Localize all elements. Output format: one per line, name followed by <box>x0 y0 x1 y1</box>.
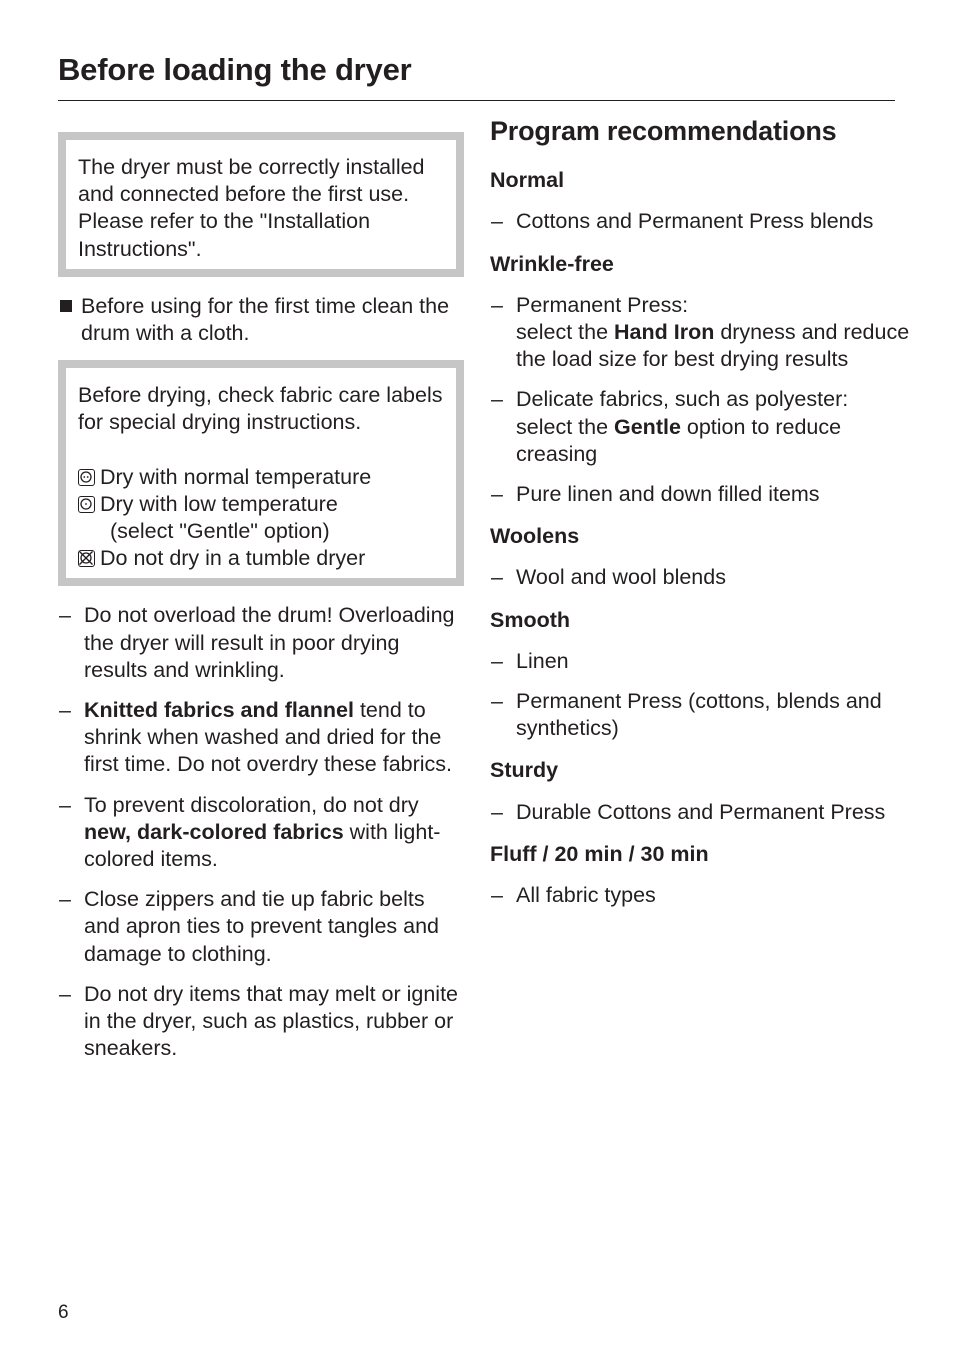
list-item <box>490 208 910 235</box>
dash-bullet: – <box>59 981 71 1006</box>
list-item-text: Wool and wool blends <box>516 565 726 590</box>
dry-low-temperature-icon <box>78 496 95 513</box>
program-recommendations-column <box>490 118 910 924</box>
list-item <box>490 386 910 468</box>
knitted-fabrics-text: tend to shrink when washed and dried for the first time. Do not overdry these fabrics. <box>84 698 453 777</box>
dash-bullet: – <box>491 799 503 824</box>
title-divider <box>58 100 895 101</box>
gentle-bold: Gentle <box>614 414 681 439</box>
do-not-tumble-dry-icon <box>78 550 95 567</box>
list-item-text: Permanent Press (cottons, blends and synthetics) <box>516 689 882 741</box>
list-item <box>490 688 910 742</box>
list-item <box>58 981 464 1063</box>
list-item <box>490 564 910 591</box>
list-item <box>490 799 910 826</box>
no-tumble-line <box>78 545 446 572</box>
dash-bullet: – <box>59 792 71 817</box>
list-item <box>490 481 910 508</box>
program-wrinkle-free <box>490 251 910 509</box>
page-number: 6 <box>58 1302 69 1323</box>
melt-text: Do not dry items that may melt or ignite in the dryer, such as plastics, rubber or sneakers. <box>84 981 459 1061</box>
gentle-option-note: (select "Gentle" option) <box>110 519 330 544</box>
discoloration-text-pre: To prevent discoloration, do not dry <box>84 792 419 817</box>
list-item-text: Linen <box>516 648 569 673</box>
program-fluff <box>490 841 910 909</box>
program-recommendations-heading: Program recommendations <box>490 116 837 146</box>
program-normal <box>490 167 910 235</box>
hand-iron-bold: Hand Iron <box>614 320 715 345</box>
list-item-text: Pure linen and down filled items <box>516 482 820 507</box>
program-heading-wrinkle-free: Wrinkle-free <box>490 251 614 276</box>
dash-bullet: – <box>59 603 71 628</box>
list-item <box>490 292 910 374</box>
list-item-text: select the <box>516 414 614 439</box>
overload-text: Do not overload the drum! Overloading the dryer will result in poor drying results and wrinkling. <box>84 603 455 682</box>
list-item <box>58 697 464 779</box>
list-item <box>58 886 464 968</box>
smooth-list <box>490 648 910 743</box>
list-item-text: Permanent Press: <box>516 292 689 317</box>
dash-bullet: – <box>491 689 503 714</box>
dash-bullet: – <box>59 887 71 912</box>
dark-fabrics-bold: new, dark-colored fabrics <box>84 819 344 844</box>
list-item-text: Durable Cottons and Permanent Press <box>516 799 886 824</box>
wrinkle-free-list <box>490 292 910 508</box>
list-item-text: Cottons and Permanent Press blends <box>516 209 874 234</box>
left-column <box>58 132 464 1075</box>
dash-bullet: – <box>491 292 503 317</box>
dry-normal-temperature-icon <box>78 469 95 486</box>
installation-notice-box <box>58 132 464 277</box>
care-label-intro: Before drying, check fabric care labels for special drying instructions. <box>78 383 443 435</box>
normal-temperature-text: Dry with normal temperature <box>100 464 372 489</box>
normal-list <box>490 208 910 235</box>
no-tumble-text: Do not dry in a tumble dryer <box>100 546 366 571</box>
dash-bullet: – <box>491 209 503 234</box>
discoloration-text-post: with light-colored items. <box>84 819 441 872</box>
knitted-fabrics-bold: Knitted fabrics and flannel <box>84 698 354 723</box>
list-item <box>58 792 464 874</box>
first-use-item <box>58 293 464 347</box>
list-item-text: All fabric types <box>516 883 656 908</box>
page-title: Before loading the dryer <box>58 52 412 87</box>
dash-bullet: – <box>491 883 503 908</box>
list-item <box>58 602 464 684</box>
program-heading-smooth: Smooth <box>490 607 571 632</box>
low-temperature-text: Dry with low temperature <box>100 491 338 516</box>
program-heading-fluff: Fluff / 20 min / 30 min <box>490 841 709 866</box>
list-item-text: option to reduce creasing <box>516 414 842 466</box>
dash-bullet: – <box>491 648 503 673</box>
program-woolens <box>490 523 910 591</box>
program-heading-normal: Normal <box>490 168 565 193</box>
dash-bullet: – <box>491 387 503 412</box>
program-sturdy <box>490 757 910 825</box>
dash-bullet: – <box>491 482 503 507</box>
list-item <box>490 648 910 675</box>
zippers-text: Close zippers and tie up fabric belts and apron ties to prevent tangles and damage to clothing. <box>84 887 440 966</box>
program-heading-sturdy: Sturdy <box>490 758 559 783</box>
installation-notice-text: The dryer must be correctly installed and connected before the first use. Please refer to the "Installation Instructions". <box>78 155 425 261</box>
list-item-text: Delicate fabrics, such as polyester: <box>516 387 849 412</box>
program-smooth <box>490 607 910 743</box>
woolens-list <box>490 564 910 591</box>
dash-bullet: – <box>59 698 71 723</box>
care-label-box <box>58 360 464 586</box>
low-temperature-line <box>78 491 446 518</box>
list-item <box>490 882 910 909</box>
first-use-text: Before using for the first time clean the drum with a cloth. <box>81 293 450 346</box>
list-item-text: dryness and reduce the load size for best drying results <box>516 320 910 372</box>
normal-temperature-line <box>78 464 446 491</box>
dash-bullet: – <box>491 565 503 590</box>
loading-tips-list <box>58 602 464 1062</box>
square-bullet-icon <box>60 300 72 312</box>
program-heading-woolens: Woolens <box>490 524 580 549</box>
fluff-list <box>490 882 910 909</box>
list-item-text: select the <box>516 320 614 345</box>
sturdy-list <box>490 799 910 826</box>
